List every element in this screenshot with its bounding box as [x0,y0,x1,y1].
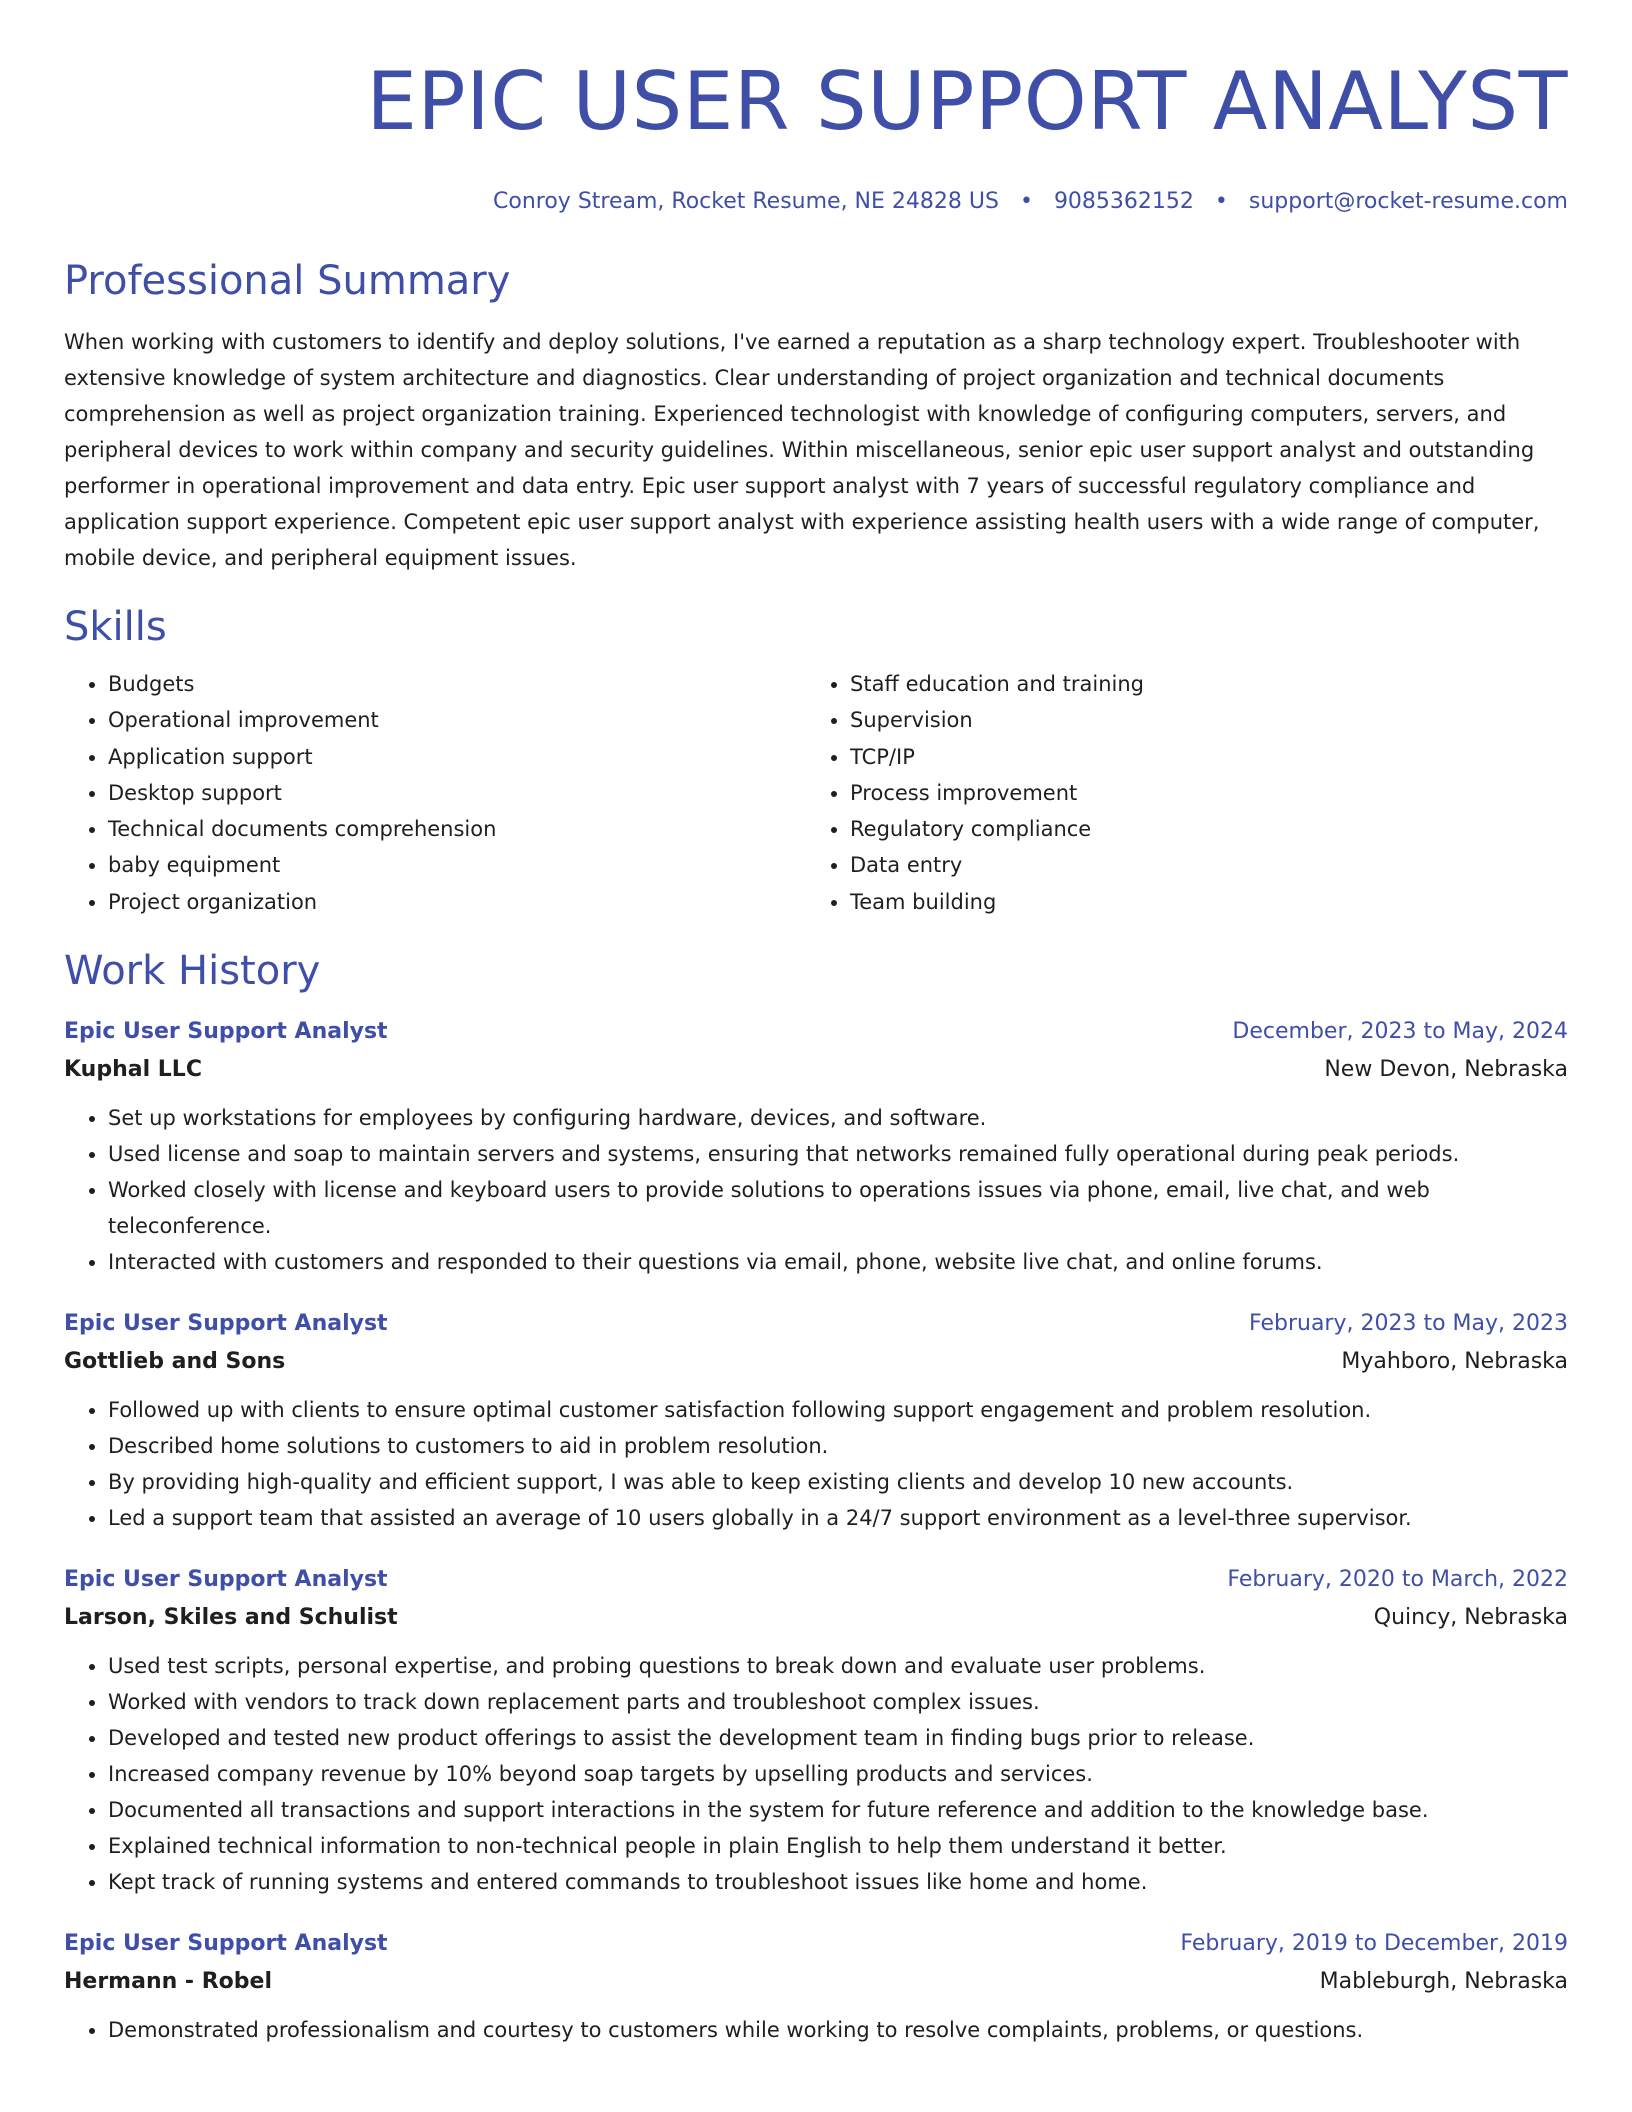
job-entry [64,1562,1568,1900]
job-title: Epic User Support Analyst [64,1567,388,1593]
skill-item: • Supervision [850,702,1548,738]
summary-section [64,256,1568,576]
skill-item: • Project organization [108,884,806,920]
contact-line [64,188,1568,216]
job-bullets [64,1648,1568,1900]
candidate-name: EPIC USER SUPPORT ANALYST [366,55,1568,148]
skills-column-left [64,666,806,920]
job-header-row [64,1562,1568,1598]
job-bullet: • Used license and soap to maintain servers and systems, ensuring that networks remained fully operational during peak periods. [108,1136,1568,1172]
job-bullet: • Used test scripts, personal expertise, and probing questions to break down and evaluate user problems. [108,1648,1568,1684]
job-dates: December, 2023 to May, 2024 [1232,1019,1568,1045]
summary-text: When working with customers to identify and deploy solutions, I've earned a reputation as a sharp technology expert. Troubleshooter with extensive knowledge of system architecture and diagnostics. Clear understanding of project organization and technical documents comprehension as well as project organization training. Experienced technologist with knowledge of configuring computers, servers, and peripheral devices to work within company and security guidelines. Within miscellaneous, senior epic user support analyst and outstanding performer in operational improvement and data entry. Epic user support analyst with 7 years of successful regulatory compliance and application support experience. Competent epic user support analyst with experience assisting health users with a wide range of computer, mobile device, and peripheral equipment issues. [64,330,1540,570]
job-company-row [64,1962,1568,2002]
job-title: Epic User Support Analyst [64,1311,388,1337]
job-entry [64,1306,1568,1536]
job-bullet: • Interacted with customers and responded to their questions via email, phone, website live chat, and online forums. [108,1244,1568,1280]
contact-separator: • [1019,189,1033,214]
job-location: Quincy, Nebraska [1373,1605,1568,1631]
job-bullet: • Increased company revenue by 10% beyond soap targets by upselling products and services. [108,1756,1568,1792]
job-header-row [64,1926,1568,1962]
skill-item: • Technical documents comprehension [108,811,806,847]
job-entry [64,1926,1568,2048]
skill-item: • Operational improvement [108,702,806,738]
work-history-section [64,946,1568,2048]
skill-item: • TCP/IP [850,739,1548,775]
contact-address: Conroy Stream, Rocket Resume, NE 24828 US [493,189,999,214]
job-company: Kuphal LLC [64,1057,202,1083]
job-header-row [64,1014,1568,1050]
job-bullet: • Documented all transactions and support interactions in the system for future reference and addition to the knowledge base. [108,1792,1568,1828]
job-bullet: • Described home solutions to customers to aid in problem resolution. [108,1428,1568,1464]
job-location: Myahboro, Nebraska [1341,1349,1568,1375]
job-location: Mableburgh, Nebraska [1319,1969,1568,1995]
contact-separator: • [1214,189,1228,214]
skill-item: • Data entry [850,847,1548,883]
job-company: Larson, Skiles and Schulist [64,1605,398,1631]
skill-item: • Desktop support [108,775,806,811]
contact-phone: 9085362152 [1053,189,1194,214]
job-bullet: • Set up workstations for employees by configuring hardware, devices, and software. [108,1100,1568,1136]
job-bullet: • By providing high-quality and efficient support, I was able to keep existing clients and develop 10 new accounts. [108,1464,1568,1500]
skill-item: • Process improvement [850,775,1548,811]
skill-item: • Regulatory compliance [850,811,1548,847]
job-dates: February, 2020 to March, 2022 [1227,1567,1568,1593]
job-bullet: • Followed up with clients to ensure optimal customer satisfaction following support engagement and problem resolution. [108,1392,1568,1428]
skill-item: • baby equipment [108,847,806,883]
skills-section [64,602,1568,920]
job-bullet: • Explained technical information to non-technical people in plain English to help them understand it better. [108,1828,1568,1864]
skills-column-right [806,666,1548,920]
job-company-row [64,1050,1568,1090]
skill-item: • Application support [108,739,806,775]
job-company-row [64,1342,1568,1382]
job-header-row [64,1306,1568,1342]
job-bullet: • Demonstrated professionalism and courtesy to customers while working to resolve complaints, problems, or questions. [108,2012,1568,2048]
job-bullet: • Worked closely with license and keyboard users to provide solutions to operations issues via phone, email, live chat, and web teleconference. [108,1172,1568,1244]
contact-email[interactable]: support@rocket-resume.com [1248,189,1568,214]
skill-item: • Staff education and training [850,666,1548,702]
section-title-skills: Skills [64,604,167,650]
job-bullet: • Developed and tested new product offerings to assist the development team in finding bugs prior to release. [108,1720,1568,1756]
job-title: Epic User Support Analyst [64,1931,388,1957]
skills-grid [64,666,1568,920]
job-bullet: • Led a support team that assisted an average of 10 users globally in a 24/7 support environment as a level-three supervisor. [108,1500,1568,1536]
job-bullets [64,1392,1568,1536]
job-bullet: • Kept track of running systems and entered commands to troubleshoot issues like home and home. [108,1864,1568,1900]
resume-header [64,0,1568,216]
job-dates: February, 2019 to December, 2019 [1180,1931,1568,1957]
skill-item: • Budgets [108,666,806,702]
job-entry [64,1014,1568,1280]
job-bullets [64,2012,1568,2048]
job-company: Hermann - Robel [64,1969,272,1995]
job-bullets [64,1100,1568,1280]
job-title: Epic User Support Analyst [64,1019,388,1045]
skill-item: • Team building [850,884,1548,920]
job-dates: February, 2023 to May, 2023 [1249,1311,1568,1337]
section-title-summary: Professional Summary [64,258,511,304]
job-company: Gottlieb and Sons [64,1349,286,1375]
job-location: New Devon, Nebraska [1324,1057,1568,1083]
job-bullet: • Worked with vendors to track down replacement parts and troubleshoot complex issues. [108,1684,1568,1720]
job-company-row [64,1598,1568,1638]
section-title-work-history: Work History [64,948,321,995]
